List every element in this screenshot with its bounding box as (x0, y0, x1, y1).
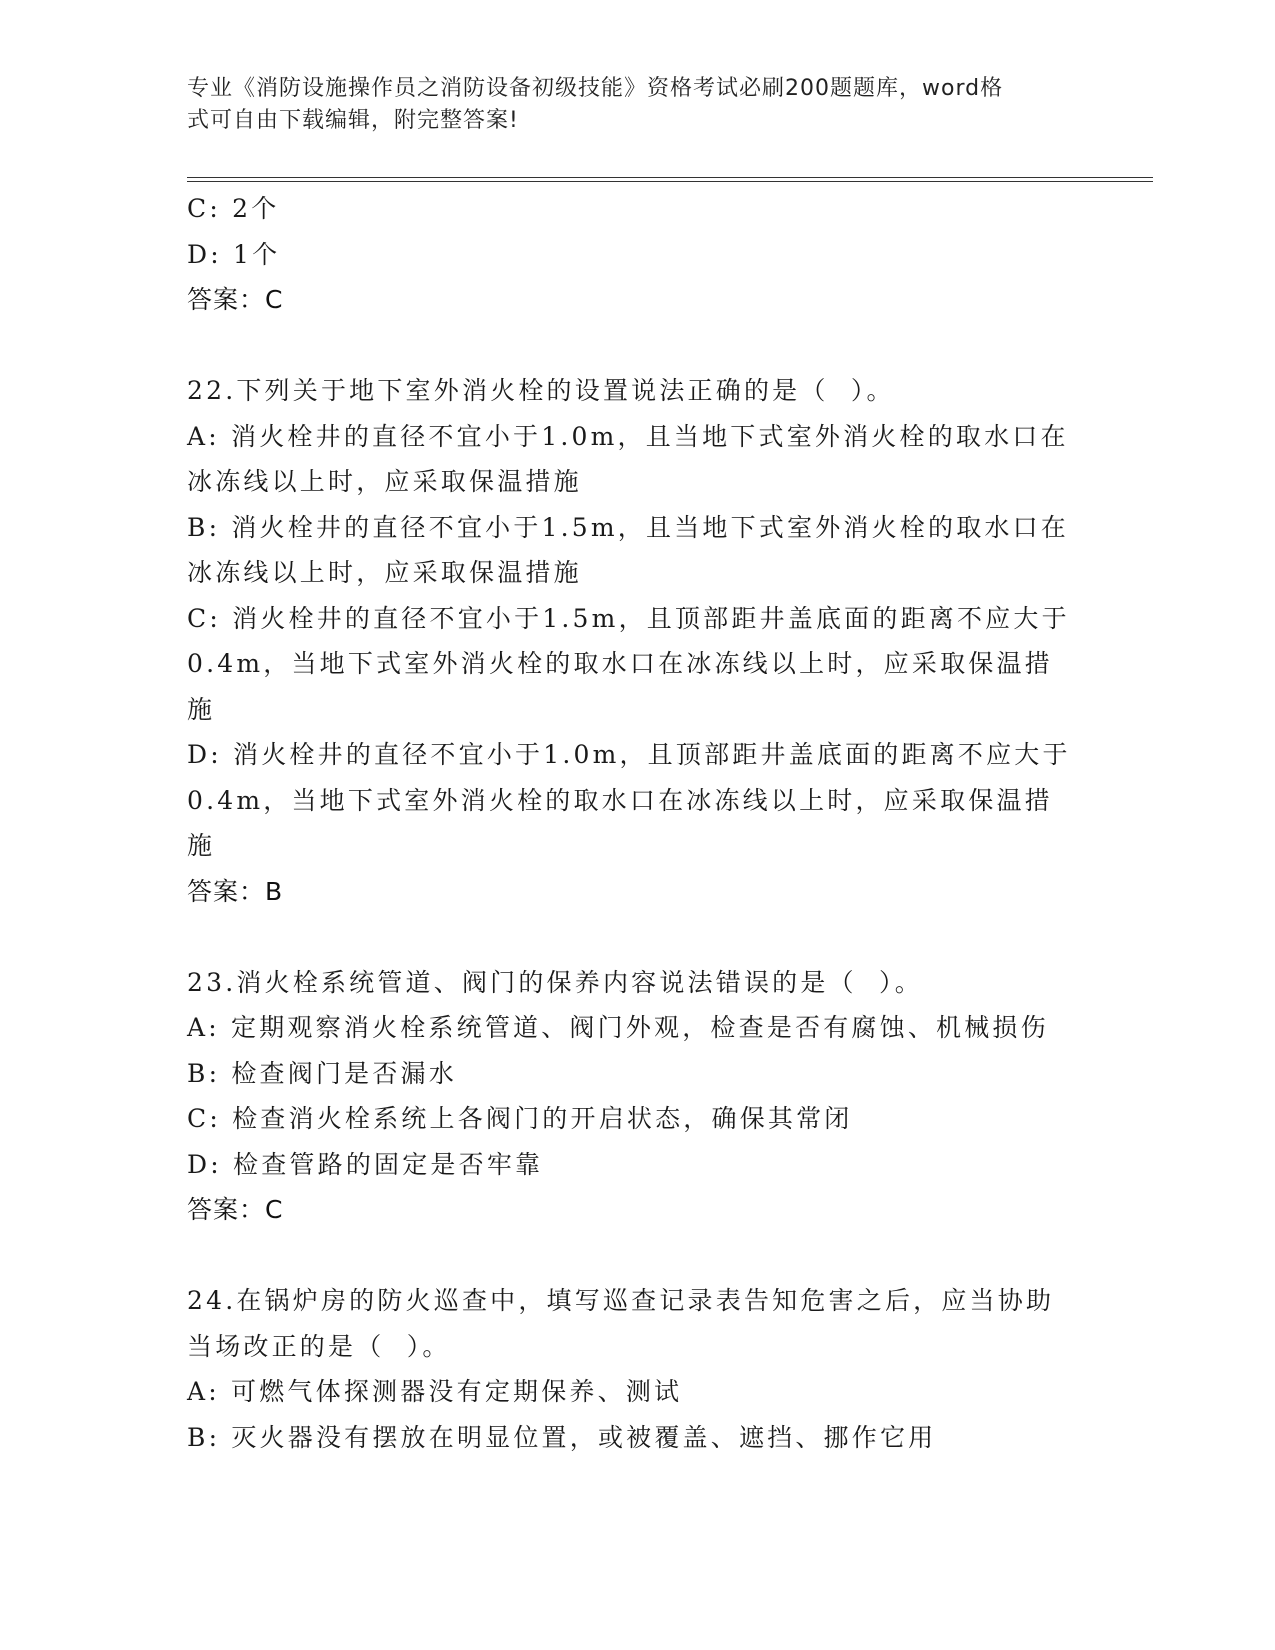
previous-question-tail (187, 186, 1087, 323)
question-stem: 24.在锅炉房的防火巡查中，填写巡查记录表告知危害之后，应当协助 (187, 1286, 1055, 1315)
answer-line: 答案：B (187, 876, 284, 906)
option-a: A: 消火栓井的直径不宜小于1.0m，且当地下式室外消火栓的取水口在 (187, 421, 1069, 451)
question-stem-continued: 当场改正的是（ ）。 (187, 1331, 451, 1361)
answer-line: 答案：C (187, 285, 284, 314)
option-a: A: 可燃气体探测器没有定期保养、测试 (187, 1377, 683, 1406)
option-b: B: 消火栓井的直径不宜小于1.5m，且当地下式室外消火栓的取水口在 (187, 512, 1070, 542)
document-header (187, 73, 1067, 137)
option-c: C: 检查消火栓系统上各阀门的开启状态，确保其常闭 (187, 1104, 853, 1133)
option-b-continued: 冰冻线以上时，应采取保温措施 (187, 558, 582, 587)
option-b: B: 灭火器没有摆放在明显位置，或被覆盖、遮挡、挪作它用 (187, 1422, 937, 1452)
header-divider-top (187, 177, 1153, 178)
question-23 (187, 960, 1087, 1233)
header-title-line-1: 专业《消防设施操作员之消防设备初级技能》资格考试必刷200题题库，word格 (187, 76, 1004, 101)
question-22 (187, 368, 1087, 914)
option-d: D: 1个 (187, 239, 281, 269)
spacer (187, 323, 1087, 369)
option-d: D: 消火栓井的直径不宜小于1.0m，且顶部距井盖底面的距离不应大于 (187, 740, 1071, 769)
option-a: A: 定期观察消火栓系统管道、阀门外观，检查是否有腐蚀、机械损伤 (187, 1013, 1049, 1042)
answer-line: 答案：C (187, 1195, 284, 1224)
option-d-continued: 0.4m，当地下式室外消火栓的取水口在冰冻线以上时，应采取保温措 (187, 785, 1053, 815)
option-d-continued: 施 (187, 831, 216, 860)
option-d: D: 检查管路的固定是否牢靠 (187, 1149, 544, 1179)
option-c: C: 消火栓井的直径不宜小于1.5m，且顶部距井盖底面的距离不应大于 (187, 603, 1070, 633)
header-divider-bottom (187, 181, 1153, 182)
header-title-line-2: 式可自由下载编辑，附完整答案! (187, 108, 519, 133)
question-24 (187, 1278, 1087, 1460)
question-stem: 22.下列关于地下室外消火栓的设置说法正确的是（ ）。 (187, 376, 895, 405)
option-c: C: 2个 (187, 194, 280, 223)
option-c-continued: 施 (187, 694, 216, 724)
question-list (187, 186, 1087, 1460)
option-c-continued: 0.4m，当地下式室外消火栓的取水口在冰冻线以上时，应采取保温措 (187, 649, 1053, 678)
spacer (187, 1233, 1087, 1279)
option-b: B: 检查阀门是否漏水 (187, 1058, 457, 1088)
spacer (187, 914, 1087, 960)
question-stem: 23.消火栓系统管道、阀门的保养内容说法错误的是（ ）。 (187, 967, 923, 997)
option-a-continued: 冰冻线以上时，应采取保温措施 (187, 467, 582, 496)
